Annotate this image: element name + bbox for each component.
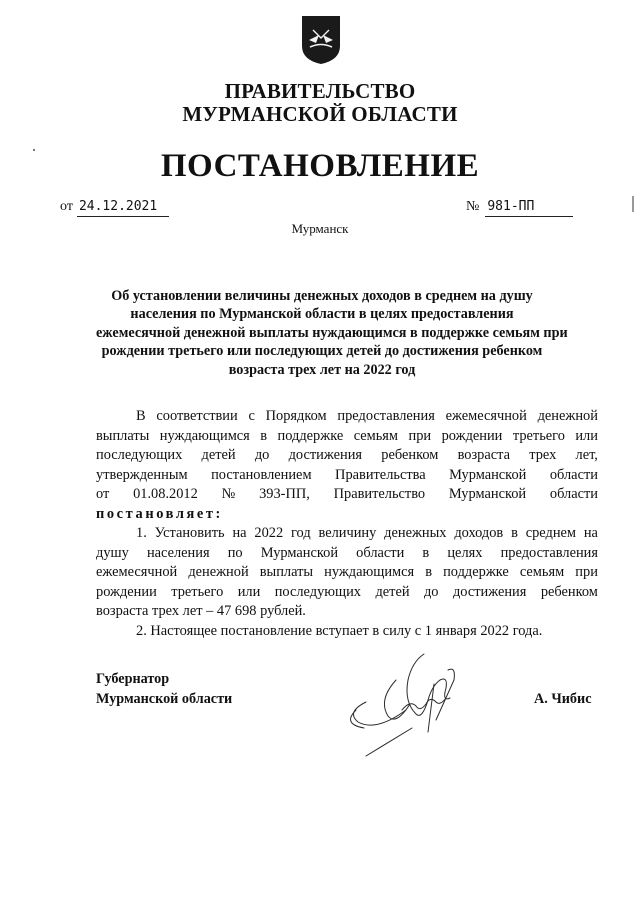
word: денежной	[537, 408, 598, 424]
word: последующих	[96, 447, 183, 463]
word: денежной	[188, 564, 249, 580]
word: ежемесячной	[96, 564, 178, 580]
word: в	[511, 525, 518, 541]
subject-line: населения по Мурманской области в целях предоставления	[130, 306, 514, 323]
word: в	[260, 427, 268, 444]
subject-line: Об установлении величины денежных доходов в среднем на душу	[111, 288, 533, 304]
subject-line: рождении третьего или последующих детей до достижения ребенком	[101, 343, 543, 360]
body-line	[96, 466, 598, 486]
word: населения	[146, 544, 210, 561]
word: рождении	[96, 583, 157, 600]
word: последующих	[274, 583, 362, 600]
word: третьего	[512, 427, 565, 444]
word: от	[96, 486, 110, 502]
word: величину	[318, 525, 377, 541]
organization-title-line-1: ПРАВИТЕЛЬСТВО	[224, 79, 416, 103]
word: или	[237, 583, 261, 600]
word: год	[291, 525, 311, 541]
word: нуждающимся	[159, 427, 250, 444]
word: семьям	[519, 564, 565, 580]
date-prefix: от	[60, 199, 73, 214]
body-line	[96, 407, 598, 427]
organization-title	[0, 80, 640, 126]
word: семьям	[353, 427, 399, 444]
word: детей	[375, 583, 410, 600]
document-body	[96, 407, 598, 641]
word: поддержке	[443, 564, 509, 580]
word: ребенком	[381, 447, 439, 463]
word: утвержденным	[96, 466, 188, 483]
document-type-heading: ПОСТАНОВЛЕНИЕ	[160, 148, 480, 184]
word: Мурманской	[260, 544, 339, 561]
body-line	[96, 485, 598, 505]
word: денежных	[384, 525, 447, 541]
number-line	[466, 198, 573, 217]
word: среднем	[525, 525, 577, 541]
word: Установить	[154, 525, 225, 541]
word: или	[575, 427, 598, 444]
city-label: Мурманск	[291, 221, 349, 236]
word: предоставления	[337, 408, 435, 424]
word: детей	[201, 447, 236, 463]
word: выплаты	[96, 427, 150, 444]
word: на	[232, 525, 247, 541]
word: В	[136, 408, 146, 424]
word: до	[423, 583, 439, 600]
document-number: 981-ПП	[485, 198, 573, 217]
word: по	[227, 544, 243, 561]
word: достижения	[452, 583, 527, 600]
word: лет,	[575, 447, 598, 463]
word: предоставления	[500, 544, 598, 561]
word: области	[549, 486, 598, 502]
word: нуждающимся	[324, 564, 415, 580]
word: целях	[447, 544, 483, 561]
body-line	[96, 446, 598, 466]
organization-title-line-2: МУРМАНСКОЙ ОБЛАСТИ	[182, 102, 458, 126]
coat-of-arms-icon	[300, 14, 342, 66]
word: рождении	[441, 427, 503, 444]
margin-mark	[632, 196, 634, 212]
body-line	[96, 427, 598, 447]
document-date: 24.12.2021	[77, 198, 169, 217]
word: 01.08.2012	[133, 486, 198, 502]
number-prefix: №	[466, 199, 480, 214]
word: №	[221, 486, 236, 502]
word: Правительство	[333, 486, 426, 502]
word: трех	[529, 447, 557, 463]
item-1-line	[96, 583, 598, 603]
signatory-position-line-1: Губернатор	[96, 671, 170, 687]
word: при	[575, 564, 598, 580]
word: Правительства	[335, 466, 426, 483]
item-1-line: возраста трех лет – 47 698 рублей.	[96, 603, 306, 619]
decree-word: постановляет:	[96, 505, 223, 522]
document-subject	[96, 287, 568, 379]
signatory-position-line-2: Мурманской области	[96, 690, 233, 707]
item-1-line	[96, 524, 598, 544]
word: третьего	[171, 583, 224, 600]
word: соответствии	[156, 408, 238, 424]
word: в	[422, 544, 430, 561]
word: ежемесячной	[445, 408, 527, 424]
signatory-name: А. Чибис	[534, 691, 592, 707]
word: Порядком	[265, 408, 327, 424]
subject-line: возраста трех лет на 2022 год	[228, 361, 416, 378]
item-2-line: 2. Настоящее постановление вступает в силу с 1 января 2022 года.	[136, 622, 543, 639]
subject-line: ежемесячной денежной выплаты нуждающимся в поддержке семьям при	[96, 324, 568, 341]
item-1-line	[96, 563, 598, 583]
handwritten-signature	[336, 640, 476, 760]
word: области	[356, 544, 405, 561]
word: возраста	[457, 447, 510, 463]
word: доходов	[454, 525, 504, 541]
item-1-line	[96, 544, 598, 564]
word: области	[549, 466, 598, 483]
signatory-position	[96, 670, 232, 709]
word: достижения	[288, 447, 363, 463]
date-line	[60, 198, 169, 217]
word: поддержке	[277, 427, 344, 444]
word: Мурманской	[448, 486, 527, 502]
word: с	[248, 408, 255, 424]
word: при	[408, 427, 432, 444]
word: 2022	[254, 525, 284, 541]
word: 393-ПП,	[259, 486, 310, 502]
word: выплаты	[259, 564, 314, 580]
word: постановлением	[211, 466, 312, 483]
word: душу	[96, 544, 129, 561]
word: до	[254, 447, 270, 463]
word: ребенком	[540, 583, 598, 600]
word: 1.	[136, 525, 147, 541]
word: Мурманской	[449, 466, 527, 483]
word: в	[425, 564, 433, 580]
word: на	[583, 525, 598, 541]
